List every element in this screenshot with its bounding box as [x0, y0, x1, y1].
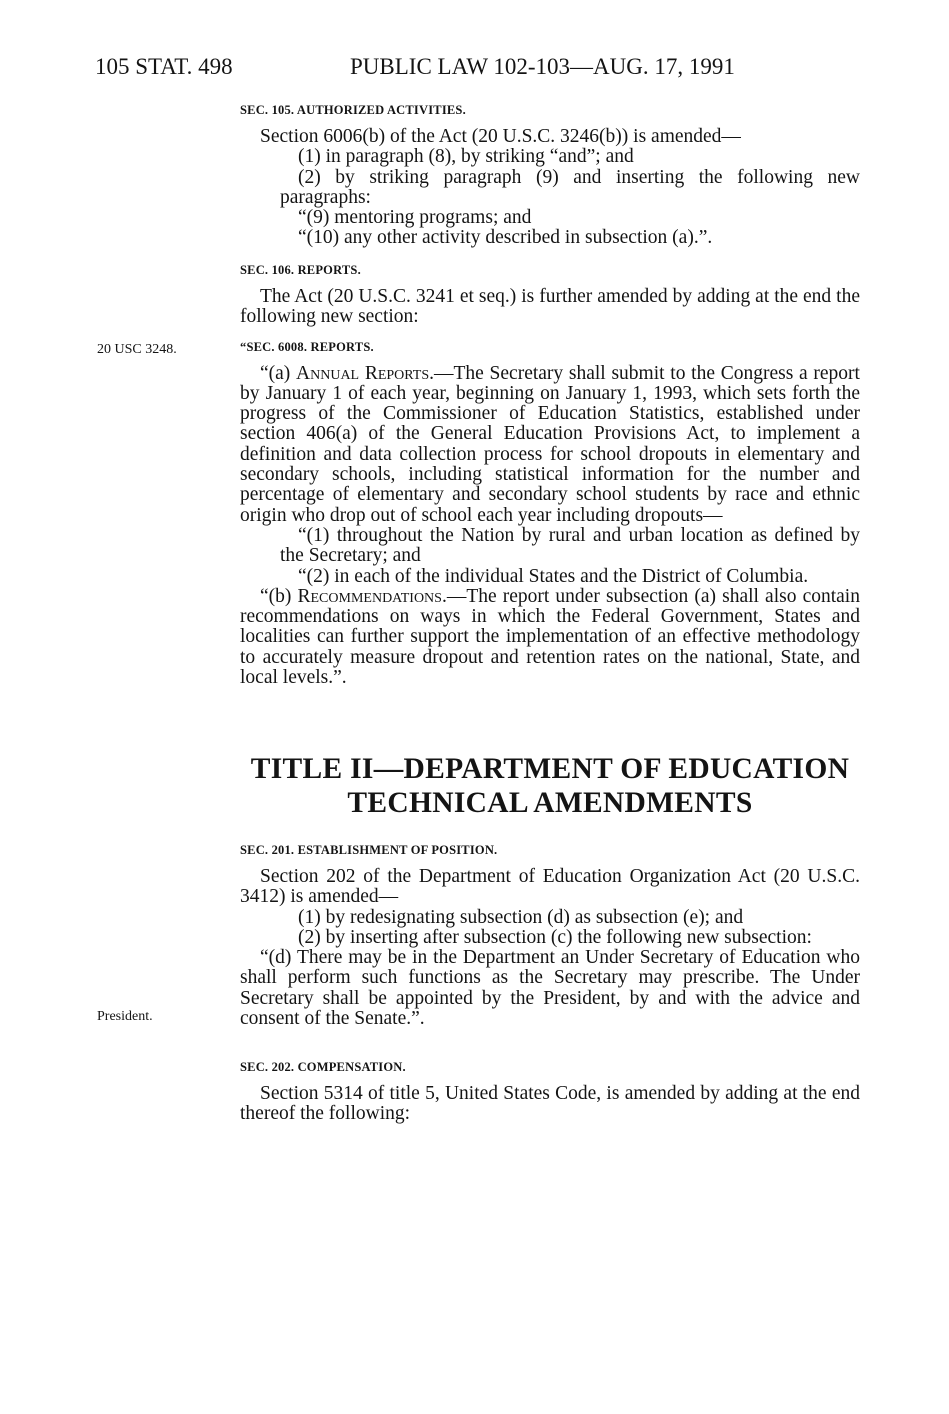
public-law-citation: PUBLIC LAW 102-103—AUG. 17, 1991 — [350, 54, 735, 79]
margin-note-usc: 20 USC 3248. — [97, 342, 177, 357]
section-intro: Section 5314 of title 5, United States Code, is amended by adding at the end thereof the following: — [240, 1083, 860, 1125]
subsection-b-text: .—The report under subsection (a) shall also contain recommendations on ways in which the Federal Government, States and localities can further support the implementation of an effective methodology to accurately measure dropout and retention rates on the national, State, and local levels.”. — [240, 585, 860, 689]
paragraph-item: “(2) in each of the individual States and the District of Columbia. — [298, 565, 809, 587]
section-106 — [240, 262, 860, 688]
quoted-paragraph: “(9) mentoring programs; and — [298, 207, 532, 229]
section-heading: SEC. 106. REPORTS. — [240, 263, 361, 277]
paragraph-item: “(1) throughout the Nation by rural and urban location as defined by the Secretary; and — [280, 524, 860, 567]
paragraph-item: (2) by inserting after subsection (c) the following new subsection: — [298, 926, 812, 948]
section-intro: Section 202 of the Department of Education Organization Act (20 U.S.C. 3412) is amended— — [240, 866, 860, 908]
section-201 — [240, 842, 860, 1029]
title-line-1: TITLE II—DEPARTMENT OF EDUCATION — [250, 753, 850, 785]
margin-note-president: President. — [97, 1009, 153, 1024]
section-202 — [240, 1059, 860, 1125]
section-heading: SEC. 201. ESTABLISHMENT OF POSITION. — [240, 843, 498, 857]
subsection-b-prefix: “(b) — [260, 585, 298, 607]
section-intro: Section 6006(b) of the Act (20 U.S.C. 3246(b)) is amended— — [260, 126, 741, 147]
quoted-subsection-d: “(d) There may be in the Department an Under Secretary of Education who shall perform such functions as the Secretary may prescribe. The Under Secretary shall be appointed by the President, by and with the advice and consent of the Senate.”. — [240, 947, 860, 1030]
title-line-2: TECHNICAL AMENDMENTS — [347, 787, 753, 819]
subsection-a-text: .—The Secretary shall submit to the Congress a report by January 1 of each year, beginning on January 1, 1993, which sets forth the progress of the Commissioner of Education Statistics, established under section 406(a) of the General Education Provisions Act, to implement a definition and data collection process for school dropouts in elementary and secondary schools, including statistical information for the number and percentage of elementary and secondary school students by race and ethnic origin who drop out of school each year including dropouts— — [240, 362, 860, 526]
paragraph-item: (2) by striking paragraph (9) and inserting the following new paragraphs: — [280, 166, 860, 208]
title-heading — [240, 752, 860, 820]
paragraph-item: (1) in paragraph (8), by striking “and”; and — [298, 146, 634, 168]
section-heading: SEC. 105. AUTHORIZED ACTIVITIES. — [240, 103, 466, 117]
subsection-b-caption: Recommendations — [297, 585, 442, 607]
statute-page-number: 105 STAT. 498 — [95, 54, 233, 79]
quoted-paragraph: “(10) any other activity described in subsection (a).”. — [298, 227, 713, 249]
section-heading: SEC. 202. COMPENSATION. — [240, 1060, 406, 1074]
page-header — [95, 54, 855, 88]
subsection-a — [240, 364, 860, 526]
section-105 — [240, 102, 860, 249]
section-intro: The Act (20 U.S.C. 3241 et seq.) is further amended by adding at the end the following new section: — [240, 286, 860, 328]
subsection-a-prefix: “(a) — [260, 362, 297, 384]
paragraph-item: (1) by redesignating subsection (d) as subsection (e); and — [298, 906, 744, 928]
subsection-a-caption: Annual Reports — [296, 362, 430, 384]
new-section-heading: “SEC. 6008. REPORTS. — [240, 339, 374, 354]
subsection-b — [240, 587, 860, 688]
